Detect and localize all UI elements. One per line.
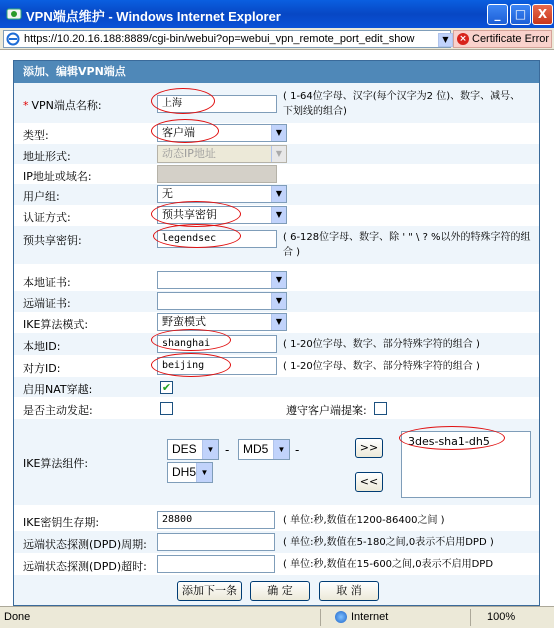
nat-checkbox[interactable]: ✔ [161, 381, 172, 394]
row-ike-lifetime [14, 509, 539, 531]
type-label: 类型: [23, 129, 49, 142]
remote-cert-label: 远端证书: [23, 297, 71, 310]
selected-suites-list[interactable] [401, 431, 531, 498]
row-ip-domain [14, 164, 539, 184]
maximize-button[interactable]: □ [510, 4, 531, 25]
ike-lifetime-hint: ( 单位:秒,数值在1200-86400之间 ) [283, 515, 445, 526]
hash-value: MD5 [243, 442, 269, 456]
psk-hint: ( 6-128位字母、数字、除 ' " \ ? %以外的特殊字符的组合 ) [283, 232, 531, 258]
window-title-bar [0, 0, 554, 28]
row-type [14, 123, 539, 144]
ike-lifetime-label: IKE密钥生存期: [23, 516, 100, 529]
ie-page-icon [6, 32, 20, 46]
page-content [0, 51, 554, 606]
ike-mode-value: 野蛮模式 [162, 315, 206, 328]
peer-id-input[interactable]: beijing [157, 357, 277, 375]
row-user-group [14, 184, 539, 205]
user-group-select[interactable] [157, 185, 287, 203]
certificate-error-button[interactable] [453, 30, 552, 48]
chevron-down-icon: ▼ [271, 186, 286, 202]
peer-id-label: 对方ID: [23, 362, 61, 375]
chevron-down-icon: ▼ [271, 146, 286, 162]
ip-domain-input [157, 165, 277, 183]
address-form-select [157, 145, 287, 163]
type-select[interactable] [157, 124, 287, 142]
ike-lifetime-input[interactable]: 28800 [157, 511, 275, 529]
chevron-down-icon: ▼ [271, 293, 286, 309]
selected-suite-item[interactable]: 3des-sha1-dh5 [408, 435, 490, 448]
initiator-label: 是否主动发起: [23, 404, 93, 417]
form-header: 添加、编辑VPN端点 [14, 61, 539, 83]
vpn-app-icon [6, 6, 22, 22]
initiator-checkbox[interactable] [160, 402, 173, 415]
peer-id-hint: ( 1-20位字母、数字、部分特殊字符的组合 ) [283, 361, 480, 372]
auth-method-select[interactable] [157, 206, 287, 224]
dh-select[interactable] [167, 462, 213, 483]
chevron-down-icon: ▼ [196, 463, 212, 482]
user-group-value: 无 [162, 187, 173, 200]
add-suite-button[interactable]: >> [355, 438, 383, 458]
status-divider [470, 609, 471, 626]
row-ike-mode [14, 312, 539, 333]
ok-button[interactable]: 确 定 [250, 581, 310, 601]
vpn-endpoint-form [13, 60, 540, 606]
nat-label: 启用NAT穿越: [23, 383, 93, 396]
address-bar [0, 28, 554, 50]
ike-mode-label: IKE算法模式: [23, 318, 89, 331]
globe-icon [335, 611, 347, 623]
endpoint-name-label [23, 97, 102, 113]
psk-input[interactable]: legendsec [157, 230, 277, 248]
dpd-timeout-hint: ( 单位:秒,数值在15-600之间,0表示不启用DPD [283, 559, 494, 570]
dpd-timeout-label: 远端状态探测(DPD)超时: [23, 560, 147, 573]
psk-label: 预共享密钥: [23, 234, 82, 247]
address-form-label: 地址形式: [23, 150, 71, 163]
row-actions [14, 575, 539, 605]
local-id-label: 本地ID: [23, 340, 61, 353]
dpd-timeout-input[interactable] [157, 555, 275, 573]
ike-mode-select[interactable] [157, 313, 287, 331]
security-zone: Internet [351, 611, 389, 623]
certificate-error-label: Certificate Error [472, 33, 550, 45]
comply-proposal-checkbox[interactable] [374, 402, 387, 415]
dh-value: DH5 [172, 465, 197, 479]
suite-separator-2: - [295, 443, 300, 457]
row-initiator [14, 397, 539, 419]
dpd-period-input[interactable] [157, 533, 275, 551]
ip-domain-label: IP地址或域名: [23, 170, 92, 183]
dpd-period-hint: ( 单位:秒,数值在5-180之间,0表示不启用DPD ) [283, 537, 494, 548]
address-form-value: 动态IP地址 [162, 147, 216, 160]
remote-cert-select[interactable] [157, 292, 287, 310]
encrypt-select[interactable] [167, 439, 219, 460]
chevron-down-icon: ▼ [271, 272, 286, 288]
row-auth-method [14, 205, 539, 226]
suite-separator-1: - [225, 443, 230, 457]
row-ike-suite [14, 419, 539, 505]
row-endpoint-name [14, 83, 539, 123]
url-field[interactable] [3, 30, 451, 48]
ike-suite-label: IKE算法组件: [23, 457, 89, 470]
chevron-down-icon: ▼ [271, 314, 286, 330]
row-psk [14, 226, 539, 264]
minimize-button[interactable]: _ [487, 4, 508, 25]
row-remote-cert [14, 291, 539, 312]
chevron-down-icon: ▼ [273, 440, 289, 459]
endpoint-name-label-text: VPN端点名称: [31, 99, 102, 112]
row-dpd-period [14, 531, 539, 553]
local-id-input[interactable]: shanghai [157, 335, 277, 353]
auth-method-label: 认证方式: [23, 211, 71, 224]
chevron-down-icon: ▼ [202, 440, 218, 459]
address-dropdown-button[interactable]: ▼ [438, 33, 453, 47]
row-dpd-timeout [14, 553, 539, 575]
status-divider [320, 609, 321, 626]
auth-method-value: 预共享密钥 [162, 208, 217, 221]
status-text: Done [4, 611, 31, 623]
endpoint-name-hint: ( 1-64位字母、汉字(每个汉字为2 位)、数字、减号、下划线的组合) [283, 91, 521, 117]
row-peer-id [14, 355, 539, 377]
local-cert-select[interactable] [157, 271, 287, 289]
encrypt-value: DES [172, 442, 197, 456]
remove-suite-button[interactable]: << [355, 472, 383, 492]
shield-x-icon: × [457, 33, 469, 45]
chevron-down-icon: ▼ [271, 207, 286, 223]
row-address-form [14, 144, 539, 164]
row-local-cert [14, 269, 539, 291]
local-cert-label: 本地证书: [23, 276, 71, 289]
comply-proposal-label: 遵守客户端提案: [286, 404, 367, 417]
close-button[interactable]: X [532, 4, 553, 25]
chevron-down-icon: ▼ [271, 125, 286, 141]
window-title: VPN端点维护 - Windows Internet Explorer [26, 9, 281, 24]
cancel-button[interactable]: 取 消 [319, 581, 379, 601]
user-group-label: 用户组: [23, 190, 60, 203]
type-select-value: 客户端 [162, 126, 195, 139]
status-bar [0, 606, 554, 628]
required-mark: * [23, 99, 29, 112]
row-local-id [14, 333, 539, 355]
local-id-hint: ( 1-20位字母、数字、部分特殊字符的组合 ) [283, 339, 480, 350]
dpd-period-label: 远端状态探测(DPD)周期: [23, 538, 147, 551]
endpoint-name-input[interactable]: 上海 [157, 95, 277, 113]
add-next-button[interactable]: 添加下一条 [177, 581, 242, 601]
hash-select[interactable] [238, 439, 290, 460]
row-nat [14, 377, 539, 397]
zoom-level[interactable]: 100% [487, 611, 516, 623]
url-text: https://10.20.16.188:8889/cgi-bin/webui?op=webui_vpn_remote_port_edit_show [24, 33, 415, 45]
